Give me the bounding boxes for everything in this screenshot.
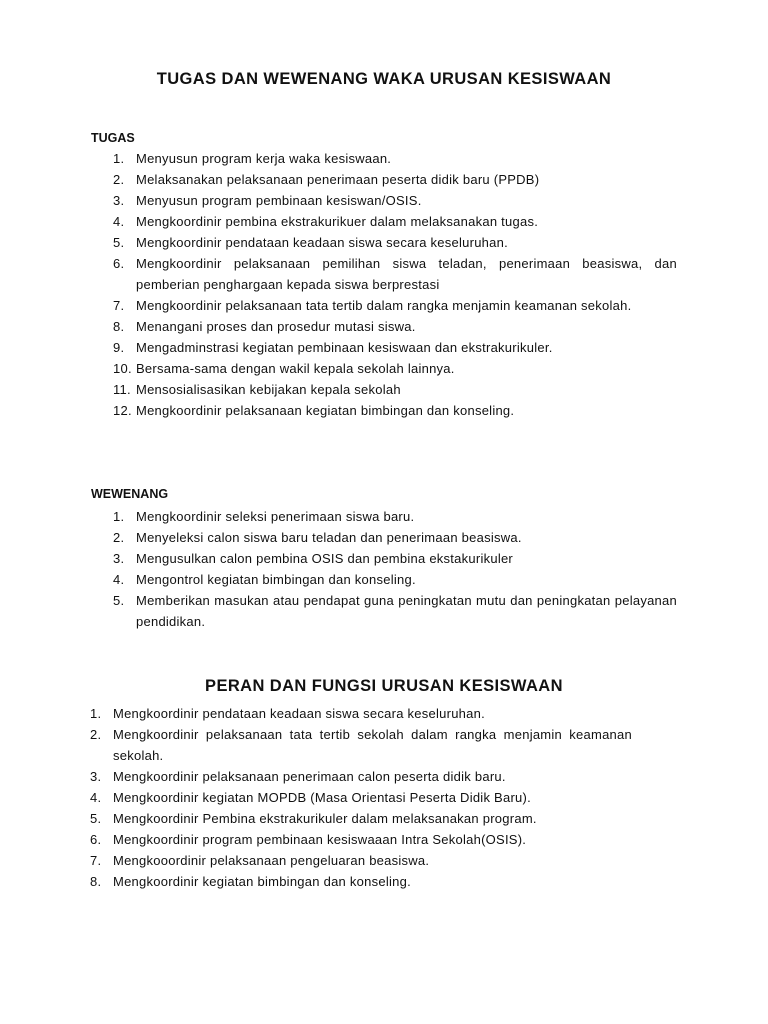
list-item-number: 6. bbox=[90, 832, 102, 847]
list-item bbox=[90, 703, 632, 724]
list-item-text: Mengkoordinir seleksi penerimaan siswa baru. bbox=[136, 509, 415, 524]
list-item-text: Melaksanakan pelaksanaan penerimaan peserta didik baru (PPDB) bbox=[136, 172, 540, 187]
list-item bbox=[113, 316, 677, 337]
list-item bbox=[90, 871, 632, 892]
list-item bbox=[113, 337, 677, 358]
list-item-number: 7. bbox=[90, 853, 102, 868]
list-item-number: 4. bbox=[113, 214, 125, 229]
list-item-text: Mengkoordinir kegiatan MOPDB (Masa Orientasi Peserta Didik Baru). bbox=[113, 790, 531, 805]
list-item-number: 8. bbox=[90, 874, 102, 889]
list-item-number: 2. bbox=[90, 727, 102, 742]
list-item-text: Menangani proses dan prosedur mutasi siswa. bbox=[136, 319, 416, 334]
wewenang-heading: WEWENANG bbox=[91, 487, 169, 501]
list-item-text: Mengusulkan calon pembina OSIS dan pembina ekstakurikuler bbox=[136, 551, 514, 566]
list-item-text: Bersama-sama dengan wakil kepala sekolah lainnya. bbox=[136, 361, 455, 376]
list-item-number: 3. bbox=[113, 551, 125, 566]
tugas-list bbox=[113, 148, 677, 421]
list-item bbox=[90, 808, 632, 829]
list-item bbox=[113, 400, 677, 421]
list-item bbox=[113, 253, 677, 295]
list-item-number: 8. bbox=[113, 319, 125, 334]
list-item-text: Mengkoordinir pendataan keadaan siswa secara keseluruhan. bbox=[136, 235, 508, 250]
list-item-number: 5. bbox=[113, 235, 125, 250]
list-item-number: 1. bbox=[113, 151, 125, 166]
document-title: TUGAS DAN WEWENANG WAKA URUSAN KESISWAAN bbox=[156, 70, 612, 88]
tugas-heading: TUGAS bbox=[91, 131, 135, 145]
list-item-number: 9. bbox=[113, 340, 125, 355]
list-item-number: 1. bbox=[113, 509, 125, 524]
list-item-text: Mengkoordinir pendataan keadaan siswa secara keseluruhan. bbox=[113, 706, 485, 721]
list-item bbox=[113, 295, 677, 316]
list-item bbox=[113, 211, 677, 232]
list-item-number: 12. bbox=[113, 403, 132, 418]
list-item-text: Mengadminstrasi kegiatan pembinaan kesiswaan dan ekstrakurikuler. bbox=[136, 340, 553, 355]
list-item-text: Menyeleksi calon siswa baru teladan dan penerimaan beasiswa. bbox=[136, 530, 522, 545]
peran-fungsi-title: PERAN DAN FUNGSI URUSAN KESISWAAN bbox=[205, 677, 563, 695]
list-item bbox=[90, 787, 632, 808]
list-item-text: Mengkoordinir Pembina ekstrakurikuler dalam melaksanakan program. bbox=[113, 811, 537, 826]
list-item-text: Mengkoordinir program pembinaan kesiswaaan Intra Sekolah(OSIS). bbox=[113, 832, 527, 847]
list-item bbox=[113, 527, 677, 548]
list-item-text: Mengkoordinir pelaksanaan penerimaan calon peserta didik baru. bbox=[113, 769, 506, 784]
list-item-text: Mensosialisasikan kebijakan kepala sekolah bbox=[136, 382, 401, 397]
list-item-number: 11. bbox=[113, 382, 131, 397]
list-item-number: 3. bbox=[113, 193, 125, 208]
list-item bbox=[90, 724, 632, 766]
list-item bbox=[113, 506, 677, 527]
list-item-text: Menyusun program kerja waka kesiswaan. bbox=[136, 151, 392, 166]
list-item-text: Mengontrol kegiatan bimbingan dan konseling. bbox=[136, 572, 416, 587]
list-item bbox=[113, 548, 677, 569]
list-item bbox=[113, 190, 677, 211]
list-item-number: 2. bbox=[113, 530, 125, 545]
list-item-number: 6. bbox=[113, 256, 125, 271]
list-item-number: 3. bbox=[90, 769, 102, 784]
list-item-text: Mengkooordinir pelaksanaan pengeluaran beasiswa. bbox=[113, 853, 430, 868]
list-item bbox=[113, 358, 677, 379]
list-item bbox=[113, 379, 677, 400]
wewenang-list bbox=[113, 506, 677, 632]
list-item-number: 10. bbox=[113, 361, 132, 376]
list-item-number: 2. bbox=[113, 172, 125, 187]
list-item-text: Mengkoordinir pelaksanaan tata tertib dalam rangka menjamin keamanan sekolah. bbox=[136, 298, 632, 313]
list-item-text: Mengkoordinir kegiatan bimbingan dan konseling. bbox=[113, 874, 411, 889]
list-item-text: Mengkoordinir pembina ekstrakurikuer dalam melaksanakan tugas. bbox=[136, 214, 539, 229]
list-item-text: Menyusun program pembinaan kesiswan/OSIS. bbox=[136, 193, 422, 208]
list-item-number: 7. bbox=[113, 298, 125, 313]
list-item bbox=[113, 169, 677, 190]
list-item bbox=[113, 232, 677, 253]
list-item-text: Mengkoordinir pelaksanaan pemilihan siswa teladan, penerimaan beasiswa, dan pemberian penghargaan kepada siswa berprestasi bbox=[136, 256, 677, 292]
list-item bbox=[90, 850, 632, 871]
list-item bbox=[90, 829, 632, 850]
list-item-number: 4. bbox=[113, 572, 125, 587]
list-item-number: 4. bbox=[90, 790, 102, 805]
list-item bbox=[113, 569, 677, 590]
list-item-number: 1. bbox=[90, 706, 102, 721]
list-item-number: 5. bbox=[90, 811, 102, 826]
list-item bbox=[113, 148, 677, 169]
list-item-text: Memberikan masukan atau pendapat guna peningkatan mutu dan peningkatan pelayanan pendidikan. bbox=[136, 593, 677, 629]
list-item bbox=[90, 766, 632, 787]
list-item bbox=[113, 590, 677, 632]
list-item-number: 5. bbox=[113, 593, 125, 608]
list-item-text: Mengkoordinir pelaksanaan kegiatan bimbingan dan konseling. bbox=[136, 403, 515, 418]
list-item-text: Mengkoordinir pelaksanaan tata tertib sekolah dalam rangka menjamin keamanan sekolah. bbox=[113, 727, 632, 763]
peran-fungsi-list bbox=[90, 703, 632, 892]
